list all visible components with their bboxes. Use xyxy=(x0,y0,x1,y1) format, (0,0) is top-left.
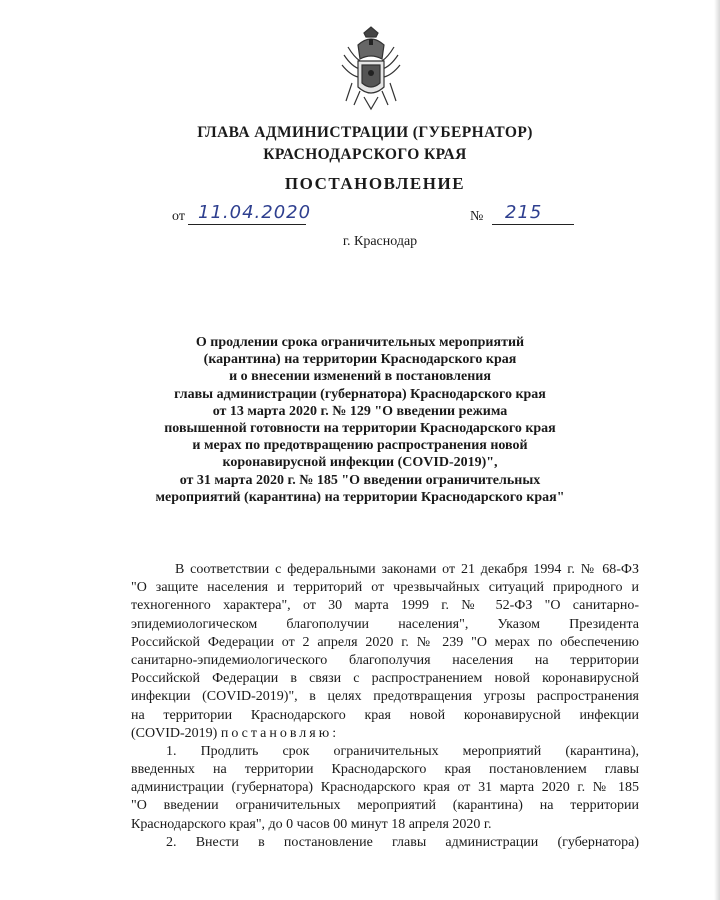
title-line: коронавирусной инфекции (COVID-2019)", xyxy=(222,455,498,471)
body-line: техногенного характера", от 30 марта 1999 г. № 52-ФЗ "О санитарно- xyxy=(131,598,639,614)
number-underline xyxy=(492,224,574,225)
page-edge-shadow xyxy=(714,0,720,900)
decree-body xyxy=(131,561,639,852)
title-line: мероприятий (карантина) на территории Краснодарского края" xyxy=(155,489,565,505)
org-line-1: ГЛАВА АДМИНИСТРАЦИИ (ГУБЕРНАТОР) xyxy=(197,124,533,141)
body-line: Российской Федерации от 2 апреля 2020 г. № 239 "О мерах по обеспечению xyxy=(131,634,639,650)
date-underline xyxy=(188,224,306,225)
title-line: от 13 марта 2020 г. № 129 "О введении режима xyxy=(212,403,508,419)
body-line: эпидемиологическом благополучии населения", Указом Президента xyxy=(131,616,639,632)
title-line: от 31 марта 2020 г. № 185 "О введении ограничительных xyxy=(179,472,541,488)
body-line: Российской Федерации в связи с распространением новой коронавирусной xyxy=(131,671,639,687)
body-line: Краснодарского края", до 0 часов 00 минут 18 апреля 2020 г. xyxy=(131,816,492,832)
date-handwritten: 11.04.2020 xyxy=(198,202,312,223)
title-line: (карантина) на территории Краснодарского края xyxy=(203,352,517,368)
date-number-row xyxy=(0,203,720,229)
body-line: (COVID-2019) xyxy=(131,725,218,741)
body-line: введенных на территории Краснодарского края постановлением главы xyxy=(131,762,639,778)
date-prefix: от xyxy=(172,209,185,224)
title-line: и мерах по предотвращению распространения новой xyxy=(192,438,528,454)
body-line: на территории Краснодарского края новой коронавирусной инфекции xyxy=(131,707,639,723)
body-line: 1. Продлить срок ограничительных мероприятий (карантина), xyxy=(166,743,639,759)
body-line: В соответствии с федеральными законами от 21 декабря 1994 г. № 68-ФЗ xyxy=(175,562,639,577)
document-type-heading: ПОСТАНОВЛЕНИЕ xyxy=(284,174,466,193)
body-line: 2. Внести в постановление главы администрации (губернатора) xyxy=(166,834,639,850)
decree-title xyxy=(110,334,610,506)
body-line: инфекции (COVID-2019)", в целях предотвращения угрозы распространения xyxy=(131,689,639,705)
title-line: главы администрации (губернатора) Краснодарского края xyxy=(174,386,546,402)
title-line: О продлении срока ограничительных мероприятий xyxy=(195,335,525,350)
body-line: администрации (губернатора) Краснодарского края от 31 марта 2020 г. № 185 xyxy=(131,780,639,796)
number-prefix: № xyxy=(470,209,484,224)
title-line: и о внесении изменений в постановления xyxy=(229,369,491,385)
coat-of-arms-icon xyxy=(340,25,402,111)
decree-word: постановляю: xyxy=(220,725,340,741)
org-line-2: КРАСНОДАРСКОГО КРАЯ xyxy=(263,146,467,163)
body-line: "О введении ограничительных мероприятий (карантина) на территории xyxy=(131,798,639,814)
body-line: "О защите населения и территорий от чрезвычайных ситуаций природного и xyxy=(131,580,639,596)
number-handwritten: 215 xyxy=(505,202,543,223)
city-label: г. Краснодар xyxy=(342,234,418,249)
body-line-decree xyxy=(131,725,639,743)
body-line: санитарно-эпидемиологического благополучия населения на территории xyxy=(131,652,639,668)
issuing-authority xyxy=(140,122,590,166)
title-line: повышенной готовности на территории Краснодарского края xyxy=(164,421,556,437)
